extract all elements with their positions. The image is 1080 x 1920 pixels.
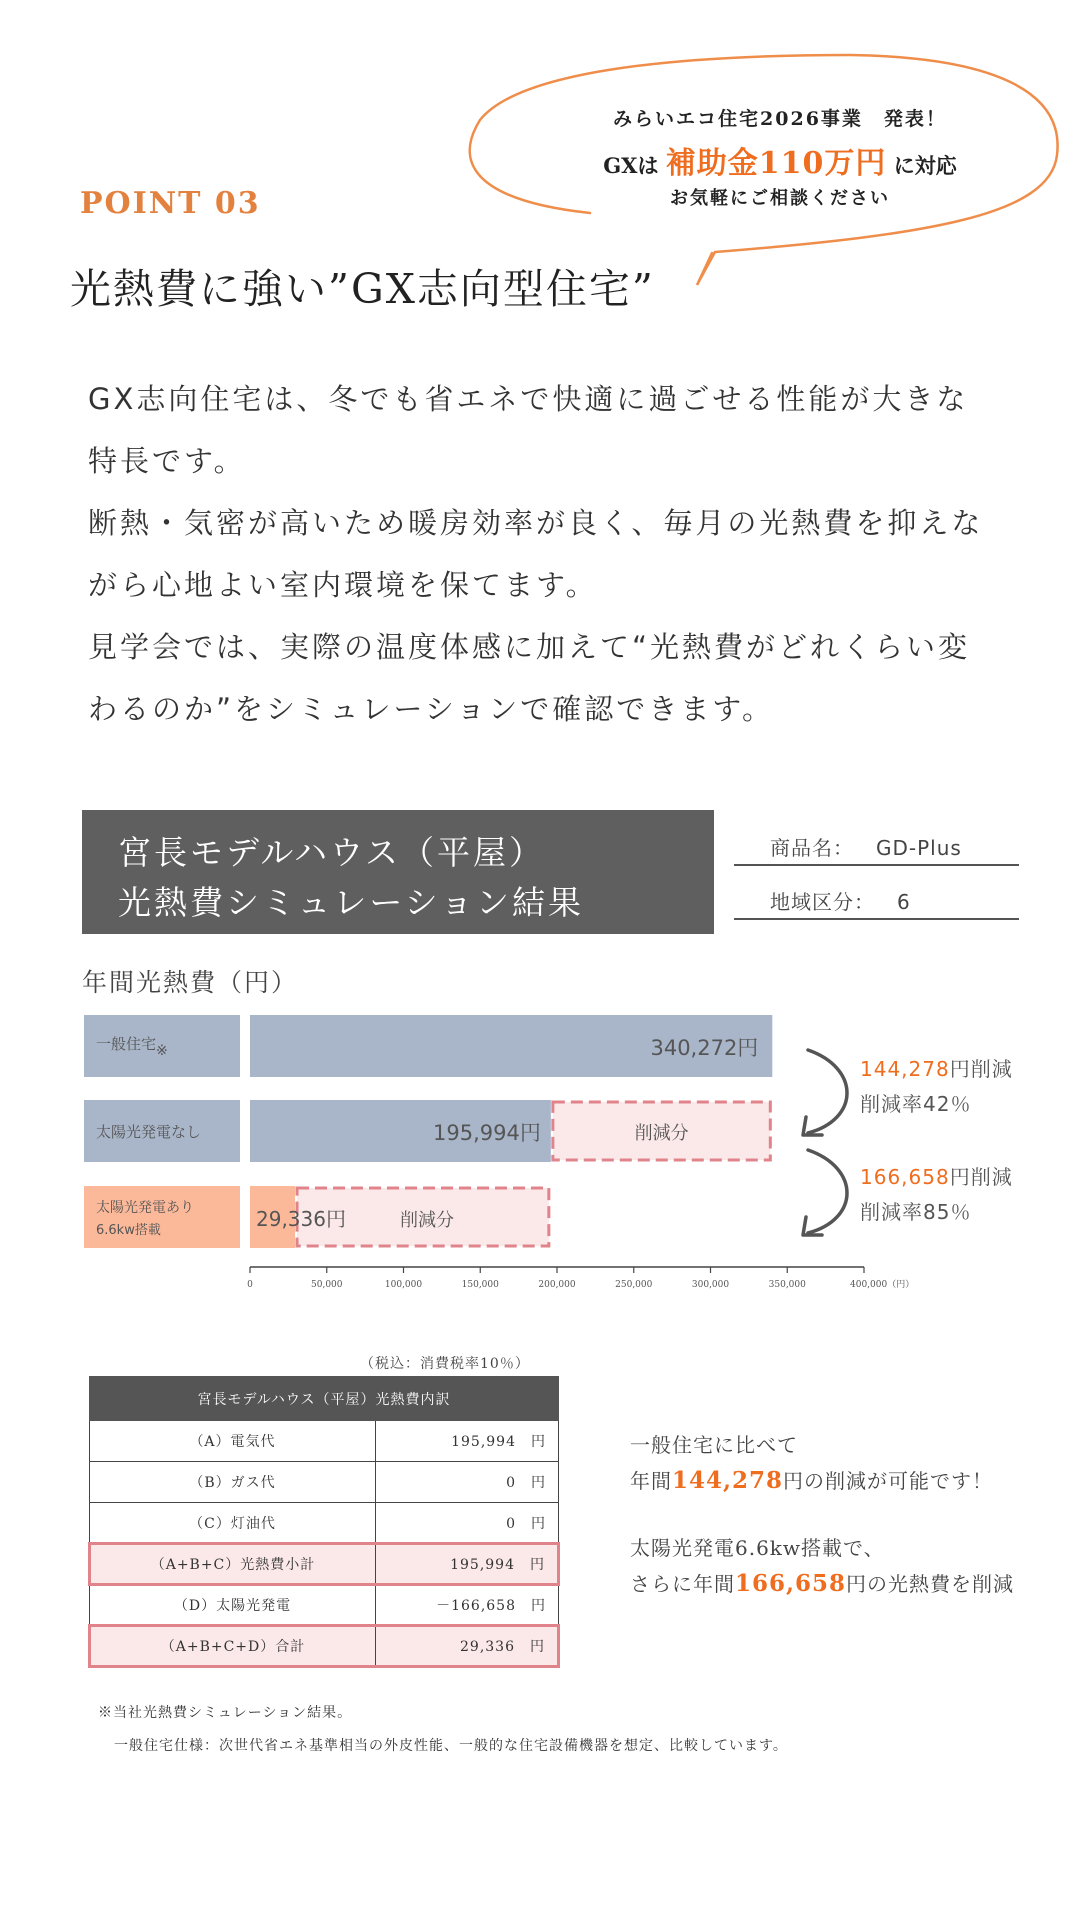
table-row xyxy=(90,1421,559,1462)
category-name: 太陽光発電なし xyxy=(96,1122,202,1141)
reduction-suffix: 円削減 xyxy=(949,1057,1013,1081)
body-line: がら心地よい室内環境を保てます。 xyxy=(88,568,598,602)
page-title: 光熱費に強い”GX志向型住宅” xyxy=(70,265,655,313)
category-note-mark: ※ xyxy=(156,1043,168,1059)
row-label: （B）ガス代 xyxy=(90,1462,376,1503)
row-label: （A+B+C+D）合計 xyxy=(90,1626,376,1667)
summary-prefix: 年間 xyxy=(630,1469,672,1493)
x-tick-label: 50,000 xyxy=(311,1280,343,1290)
row-amount: 29,336 円 xyxy=(376,1626,559,1667)
bubble-announcement: みらいエコ住宅2026事業 発表！ xyxy=(613,108,947,130)
row-amount: 195,994 円 xyxy=(376,1421,559,1462)
bubble-support-label: に対応 xyxy=(893,153,957,178)
bar-value-label: 29,336円 xyxy=(256,1207,346,1231)
row-amount: 0 円 xyxy=(376,1462,559,1503)
summary-amount: 166,658 xyxy=(735,1570,847,1597)
row-label: （D）太陽光発電 xyxy=(90,1585,376,1626)
row-label: （C）灯油代 xyxy=(90,1503,376,1544)
summary-general xyxy=(630,1428,993,1499)
summary-solar xyxy=(630,1531,1014,1602)
table-row xyxy=(90,1585,559,1626)
spec-region-label: 地域区分： xyxy=(770,890,875,914)
footnote: ※当社光熱費シミュレーション結果。 xyxy=(98,1705,353,1721)
simulation-title-line2: 光熱費シミュレーション結果 xyxy=(118,883,585,922)
bar-value-label: 195,994円 xyxy=(433,1121,541,1145)
x-tick-label: 150,000 xyxy=(461,1280,499,1290)
bar-value-label: 340,272円 xyxy=(650,1036,759,1060)
row-amount: －166,658 円 xyxy=(376,1585,559,1626)
table-header: 宮長モデルハウス（平屋）光熱費内訳 xyxy=(90,1377,559,1421)
spec-region-row xyxy=(734,870,1019,920)
spec-product-value: GD-Plus xyxy=(876,836,962,860)
body-line: GX志向住宅は、冬でも省エネで快適に過ごせる性能が大きな xyxy=(88,382,969,416)
body-paragraph xyxy=(88,368,1018,740)
x-tick-label: 100,000 xyxy=(384,1280,423,1290)
summary-suffix: 円の光熱費を削減 xyxy=(846,1572,1015,1596)
table-row-subtotal xyxy=(90,1544,559,1585)
summary-line: 太陽光発電6.6kw搭載で、 xyxy=(630,1536,885,1560)
cost-bar-chart xyxy=(0,1000,1080,1290)
body-line: わるのか”をシミュレーションで確認できます。 xyxy=(88,692,774,726)
x-tick-label: 0 xyxy=(247,1280,253,1290)
body-line: 断熱・気密が高いため暖房効率が良く、毎月の光熱費を抑えな xyxy=(88,506,984,540)
tax-note: （税込：消費税率10％） xyxy=(360,1356,530,1372)
simulation-title-line1: 宮長モデルハウス（平屋） xyxy=(118,833,546,872)
bubble-subsidy-line xyxy=(530,138,1030,182)
bubble-gx-label: GXは xyxy=(603,153,659,178)
row-label: （A）電気代 xyxy=(90,1421,376,1462)
spec-region-value: 6 xyxy=(897,890,911,914)
table-row xyxy=(90,1462,559,1503)
reduction-amount: 144,278 xyxy=(860,1057,950,1081)
bubble-subsidy-amount: 補助金110万円 xyxy=(665,146,887,181)
simulation-title-box xyxy=(82,810,714,934)
x-tick-label: 350,000 xyxy=(768,1280,806,1290)
reduction-amount: 166,658 xyxy=(860,1165,950,1189)
body-line: 見学会では、実際の温度体感に加えて“光熱費がどれくらい変 xyxy=(88,630,971,664)
spec-product-label: 商品名： xyxy=(770,836,854,860)
x-tick-label: 300,000 xyxy=(691,1280,730,1290)
category-sub: 6.6kw搭載 xyxy=(96,1222,161,1238)
table-row xyxy=(90,1503,559,1544)
row-amount: 0 円 xyxy=(376,1503,559,1544)
category-name: 太陽光発電あり xyxy=(96,1199,194,1216)
spec-product-row xyxy=(734,816,1019,866)
summary-line: 一般住宅に比べて xyxy=(630,1433,798,1457)
point-label: POINT 03 xyxy=(80,186,261,221)
footnote: 一般住宅仕様：次世代省エネ基準相当の外皮性能、一般的な住宅設備機器を想定、比較しています。 xyxy=(114,1738,788,1754)
summary-prefix: さらに年間 xyxy=(630,1572,735,1596)
summary-suffix: 円の削減が可能です！ xyxy=(783,1469,994,1493)
reduction-note-general xyxy=(860,1052,1013,1122)
arrow-reduction-solar xyxy=(808,1150,847,1233)
table-row-total xyxy=(90,1626,559,1667)
body-line: 特長です。 xyxy=(88,444,246,478)
reduction-label: 削減分 xyxy=(400,1210,455,1231)
reduction-rate: 削減率85％ xyxy=(860,1200,972,1224)
x-tick-label: 400,000（円） xyxy=(850,1280,915,1290)
reduction-label: 削減分 xyxy=(634,1123,689,1144)
summary-amount: 144,278 xyxy=(672,1467,784,1494)
reduction-suffix: 円削減 xyxy=(949,1165,1013,1189)
row-amount: 195,994 円 xyxy=(376,1544,559,1585)
reduction-rate: 削減率42％ xyxy=(860,1092,972,1116)
category-name: 一般住宅 xyxy=(96,1035,157,1053)
row-label: （A+B+C）光熱費小計 xyxy=(90,1544,376,1585)
chart-title: 年間光熱費（円） xyxy=(82,968,299,997)
arrow-reduction-general xyxy=(808,1050,847,1133)
x-tick-label: 200,000 xyxy=(538,1280,576,1290)
bubble-consult-text: お気軽にご相談ください xyxy=(670,188,890,209)
reduction-note-solar xyxy=(860,1160,1013,1230)
cost-breakdown-table xyxy=(88,1376,560,1668)
x-tick-label: 250,000 xyxy=(615,1280,653,1290)
